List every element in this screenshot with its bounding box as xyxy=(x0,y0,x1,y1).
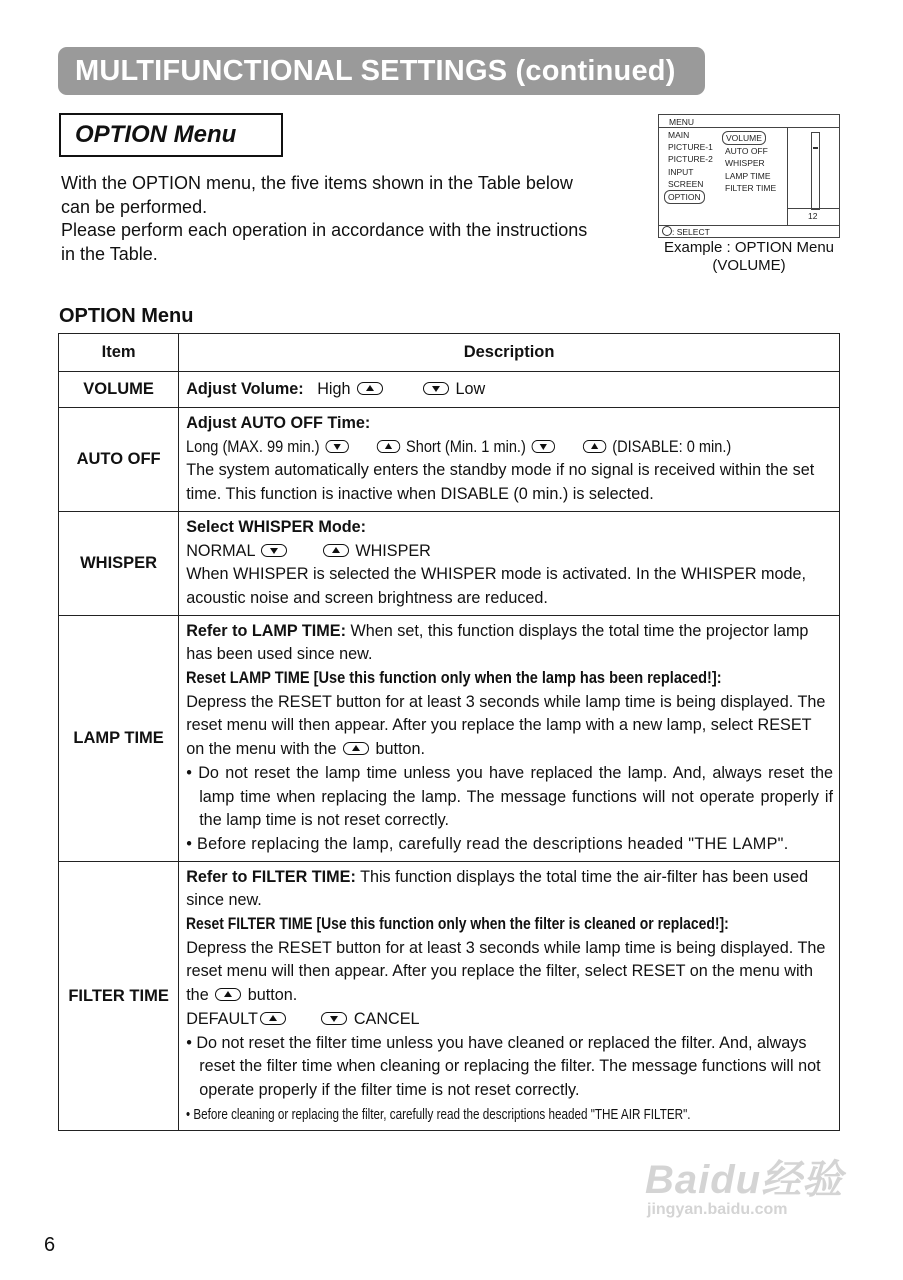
menu-example-title: MENU xyxy=(669,117,695,127)
caption-line: (VOLUME) xyxy=(712,257,786,274)
filter-bullet-text: Before cleaning or replacing the filter, carefully read the descriptions headed "THE AIR FILTER". xyxy=(193,1105,691,1123)
filter-refer-label: Refer to FILTER TIME: xyxy=(186,867,356,886)
auto-off-disable: (DISABLE: 0 min.) xyxy=(612,437,732,456)
joystick-icon xyxy=(662,226,672,236)
lamp-reset-text-b: button. xyxy=(375,740,425,759)
lamp-bullet xyxy=(186,833,833,857)
volume-bar-panel xyxy=(787,127,840,225)
whisper-text: When WHISPER is selected the WHISPER mode is activated. In the WHISPER mode, acoustic noise and screen brightness are reduced. xyxy=(186,565,807,607)
filter-reset-label-text: Reset FILTER TIME [Use this function only when the filter is cleaned or replaced!]: xyxy=(186,915,729,934)
lamp-bullet xyxy=(186,762,833,833)
bullet-icon: • xyxy=(186,834,193,853)
item-auto-off: AUTO OFF xyxy=(59,408,179,512)
page-banner: MULTIFUNCTIONAL SETTINGS (continued) xyxy=(58,47,705,95)
up-button-icon xyxy=(215,988,241,1001)
intro-line: Please perform each operation in accordance with the instructions xyxy=(61,220,588,240)
filter-default: DEFAULT xyxy=(186,1009,258,1028)
menu-example-screen xyxy=(658,114,840,238)
menu-example-item: INPUT xyxy=(668,166,694,177)
up-button-icon xyxy=(260,1012,286,1025)
option-table xyxy=(58,333,840,1131)
up-button-icon xyxy=(323,544,349,557)
filter-reset-text-b: button. xyxy=(247,986,298,1005)
menu-example-item: LAMP TIME xyxy=(725,170,771,181)
lamp-refer-text: When set, this function displays the total time the projector lamp has been used since new. xyxy=(186,621,809,664)
volume-low: Low xyxy=(455,379,486,398)
menu-example-item: PICTURE-2 xyxy=(668,154,713,165)
whisper-normal: NORMAL xyxy=(186,541,255,560)
down-button-icon xyxy=(261,544,287,557)
up-button-icon xyxy=(583,440,606,453)
menu-example-item: WHISPER xyxy=(725,158,765,169)
lamp-reset-text xyxy=(186,691,833,762)
menu-example-footer xyxy=(659,225,839,238)
down-button-icon xyxy=(321,1012,347,1025)
caption-line: Example : OPTION Menu xyxy=(663,239,835,256)
divider xyxy=(788,208,840,209)
table-header-row xyxy=(59,334,840,372)
item-lamp-time: LAMP TIME xyxy=(59,615,179,861)
watermark-logo: Baidu经验 xyxy=(645,1158,844,1202)
bullet-icon: • xyxy=(186,1105,191,1123)
header-item: Item xyxy=(59,334,179,372)
intro-line: With the OPTION menu, the five items shown in the Table below xyxy=(61,173,573,193)
table-title: OPTION Menu xyxy=(59,305,194,327)
table-row-filter-time xyxy=(59,861,840,1131)
menu-example-item-selected: OPTION xyxy=(664,190,705,204)
bullet-icon: • xyxy=(186,1033,192,1052)
watermark-url: jingyan.baidu.com xyxy=(647,1201,788,1218)
auto-off-label: Adjust AUTO OFF Time: xyxy=(186,414,371,432)
lamp-reset-label-text: Reset LAMP TIME [Use this function only when the lamp has been replaced!]: xyxy=(186,669,722,688)
menu-example-caption xyxy=(652,239,846,275)
desc-volume xyxy=(179,372,840,408)
menu-example-item: SCREEN xyxy=(668,178,704,189)
whisper-label: Select WHISPER Mode: xyxy=(186,517,367,536)
up-button-icon xyxy=(357,382,383,395)
intro-line: in the Table. xyxy=(61,243,158,264)
volume-high: High xyxy=(317,379,351,398)
filter-reset-label xyxy=(186,913,833,937)
section-title: OPTION Menu xyxy=(59,113,283,157)
menu-example-left xyxy=(668,129,713,204)
lamp-reset-text-a: Depress the RESET button for at least 3 seconds while lamp time is being displayed. The reset menu will then appear. After you replace the lamp with a new lamp, select RESET on the menu with the xyxy=(186,692,826,759)
desc-whisper xyxy=(179,511,840,615)
intro-text xyxy=(61,172,641,266)
item-volume: VOLUME xyxy=(59,372,179,408)
auto-off-short: Short (Min. 1 min.) xyxy=(406,437,527,456)
whisper-whisper: WHISPER xyxy=(355,541,431,560)
header-description: Description xyxy=(179,334,840,372)
auto-off-options xyxy=(186,436,833,460)
table-row-auto-off xyxy=(59,408,840,512)
volume-bar xyxy=(811,132,820,210)
filter-bullet-text: Do not reset the filter time unless you have cleaned or replaced the filter. And, always reset the filter time when cleaning or replacing the filter. The message functions will not operate properly if the filter time is not reset correctly. xyxy=(196,1033,821,1099)
down-button-icon xyxy=(326,440,349,453)
menu-example-item-selected: VOLUME xyxy=(722,131,766,145)
desc-lamp-time xyxy=(179,615,840,861)
filter-reset-text xyxy=(186,937,833,1008)
table-row-lamp-time xyxy=(59,615,840,861)
lamp-refer-label: Refer to LAMP TIME: xyxy=(186,621,346,640)
menu-example-item: PICTURE-1 xyxy=(668,142,713,153)
lamp-bullet-text: Do not reset the lamp time unless you have replaced the lamp. And, always reset the lamp time when replacing the lamp. The message functions will not operate properly if the lamp time is not reset correctly. xyxy=(198,763,833,830)
table-row-volume xyxy=(59,372,840,408)
lamp-bullet-text: Before replacing the lamp, carefully read the descriptions headed "THE LAMP". xyxy=(196,834,789,853)
menu-example-footer-text: : SELECT xyxy=(672,227,710,237)
down-button-icon xyxy=(532,440,555,453)
auto-off-long: Long (MAX. 99 min.) xyxy=(186,437,320,456)
lamp-reset-label xyxy=(186,667,833,691)
menu-example-item: MAIN xyxy=(668,130,690,140)
down-button-icon xyxy=(423,382,449,395)
page-number: 6 xyxy=(44,1234,56,1256)
menu-example-right xyxy=(725,131,776,194)
item-whisper: WHISPER xyxy=(59,511,179,615)
item-filter-time: FILTER TIME xyxy=(59,861,179,1131)
filter-bullet xyxy=(186,1032,833,1103)
filter-refer-text: This function displays the total time the air-filter has been used since new. xyxy=(186,867,809,910)
volume-label: Adjust Volume: xyxy=(186,379,304,398)
menu-example-item: FILTER TIME xyxy=(725,182,777,193)
menu-example-item: AUTO OFF xyxy=(725,146,768,157)
filter-default-cancel xyxy=(186,1008,833,1032)
up-button-icon xyxy=(377,440,400,453)
filter-reset-text-a: Depress the RESET button for at least 3 seconds while lamp time is being displayed. The reset menu will then appear. After you replace the filter, select RESET on the menu with the xyxy=(186,938,826,1005)
filter-bullet xyxy=(186,1103,833,1127)
volume-value: 12 xyxy=(808,211,818,221)
desc-filter-time xyxy=(179,861,840,1131)
table-row-whisper xyxy=(59,511,840,615)
intro-line: can be performed. xyxy=(61,196,208,217)
whisper-options xyxy=(186,540,833,564)
lamp-refer xyxy=(186,620,833,667)
volume-bar-marker xyxy=(813,147,818,149)
filter-refer xyxy=(186,866,833,913)
up-button-icon xyxy=(343,742,369,755)
auto-off-text: The system automatically enters the standby mode if no signal is received within the set time. This function is inactive when DISABLE (0 min.) is selected. xyxy=(186,461,815,504)
filter-cancel: CANCEL xyxy=(353,1009,420,1028)
bullet-icon: • xyxy=(186,763,192,782)
watermark xyxy=(645,1148,843,1219)
desc-auto-off xyxy=(179,408,840,512)
